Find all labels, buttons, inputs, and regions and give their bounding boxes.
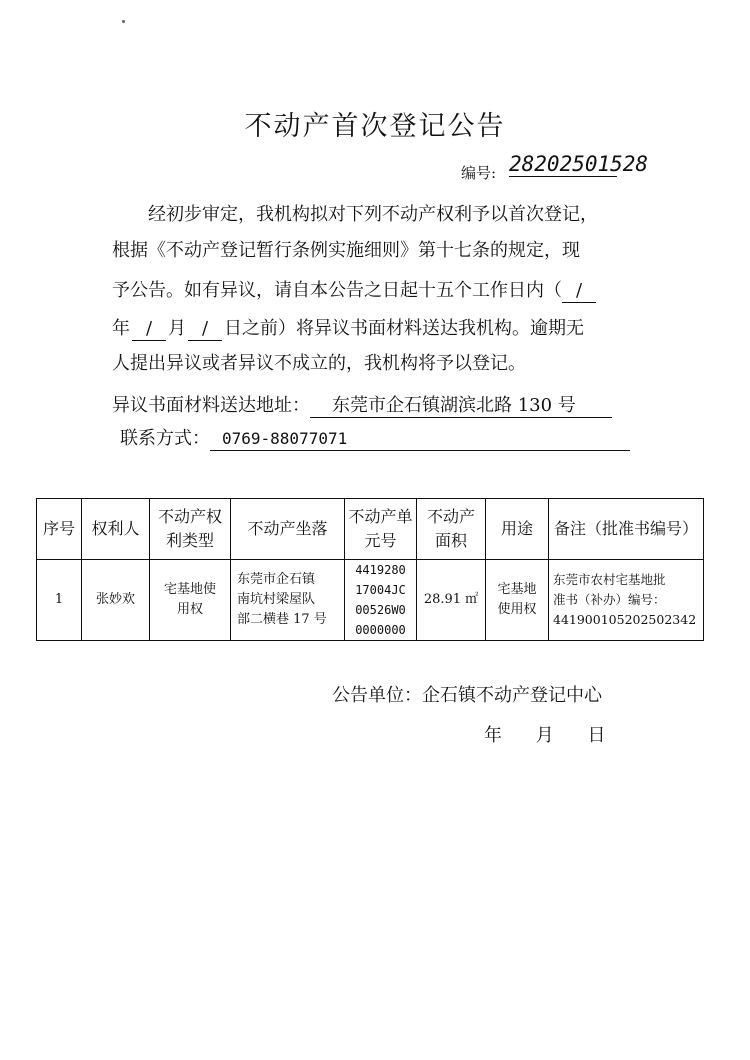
notice-line-4 xyxy=(112,318,584,341)
serial-number-handwritten: 28202501528 xyxy=(509,152,649,176)
approval-remark: 东莞市农村宅基地批 准书（补办）编号： 441900105202502342 xyxy=(549,560,704,641)
contact-line xyxy=(120,428,630,451)
header-cell: 不动产权 利类型 xyxy=(150,499,231,560)
header-cell: 备注（批准书编号） xyxy=(549,499,704,560)
registration-table xyxy=(36,498,704,641)
notice-line-5: 人提出异议或者异议不成立的，我机构将予以登记。 xyxy=(112,353,526,374)
blank-day-start: / xyxy=(562,280,596,303)
issuing-unit: 公告单位：企石镇不动产登记中心 xyxy=(332,685,602,706)
notice-line-4-text: 日之前）将异议书面材料送达我机构。逾期无 xyxy=(224,318,584,339)
table-header-row xyxy=(37,499,704,560)
address-label: 异议书面材料送达地址： xyxy=(112,395,310,416)
table-row xyxy=(37,560,704,641)
blank-day: / xyxy=(188,318,222,341)
property-area: 28.91 ㎡ xyxy=(417,560,486,641)
notice-line-2: 根据《不动产登记暂行条例实施细则》第十七条的规定，现 xyxy=(112,240,580,261)
header-cell: 不动产坐落 xyxy=(231,499,345,560)
header-cell: 序号 xyxy=(37,499,82,560)
objection-address xyxy=(112,395,612,418)
contact-value: 0769-88077071 xyxy=(210,428,630,451)
notice-line-1: 经初步审定，我机构拟对下列不动产权利予以首次登记， xyxy=(148,204,598,225)
header-cell: 不动产 面积 xyxy=(417,499,486,560)
header-cell: 权利人 xyxy=(82,499,150,560)
blank-month: / xyxy=(132,318,166,341)
contact-label: 联系方式： xyxy=(120,428,210,449)
unit-number: 4419280 17004JC 00526W0 0000000 xyxy=(345,560,417,641)
rights-type: 宅基地使 用权 xyxy=(150,560,231,641)
month-label: 月 xyxy=(168,318,186,339)
serial-label: 编号: xyxy=(461,164,497,182)
address-value: 东莞市企石镇湖滨北路 130 号 xyxy=(310,395,612,418)
notice-line-3-text: 予公告。如有异议，请自本公告之日起十五个工作日内（ xyxy=(112,280,562,301)
row-index: 1 xyxy=(37,560,82,641)
header-cell: 用途 xyxy=(486,499,549,560)
property-use: 宅基地 使用权 xyxy=(486,560,549,641)
scan-speck xyxy=(122,20,125,23)
page-title: 不动产首次登记公告 xyxy=(244,111,506,142)
date-line: 年 月 日 xyxy=(484,725,606,746)
header-cell: 不动产单 元号 xyxy=(345,499,417,560)
rights-holder: 张妙欢 xyxy=(82,560,150,641)
year-label: 年 xyxy=(112,318,130,339)
notice-line-3 xyxy=(112,280,596,303)
property-location: 东莞市企石镇 南坑村梁屋队 部二横巷 17 号 xyxy=(231,560,345,641)
